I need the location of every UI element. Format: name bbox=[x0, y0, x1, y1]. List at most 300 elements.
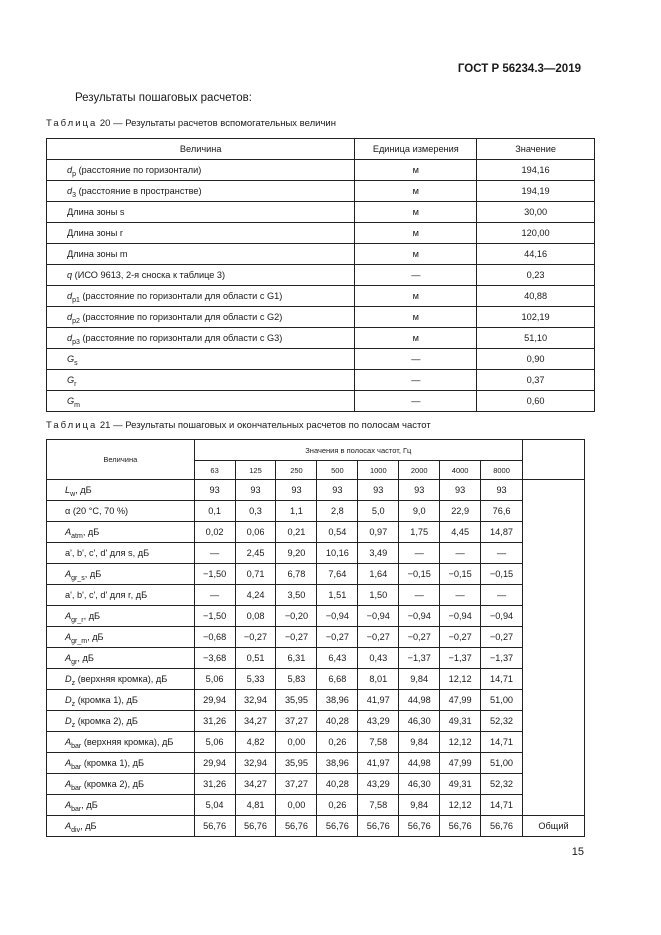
value-cell: −0,94 bbox=[440, 606, 481, 627]
quantity-subscript: gr_m bbox=[71, 638, 88, 645]
quantity-subscript: 3 bbox=[72, 192, 77, 199]
table-row bbox=[47, 669, 585, 690]
value-cell: 35,95 bbox=[276, 753, 317, 774]
value-cell: 9,84 bbox=[399, 732, 440, 753]
value-cell: 2,8 bbox=[317, 501, 358, 522]
value-cell: 1,51 bbox=[317, 585, 358, 606]
quantity-symbol: G bbox=[67, 396, 75, 406]
quantity-subscript: div bbox=[71, 827, 81, 834]
quantity-subscript: z bbox=[71, 722, 76, 729]
value-cell: 8,01 bbox=[358, 669, 399, 690]
table-row bbox=[47, 391, 595, 412]
value-cell: 5,06 bbox=[194, 669, 235, 690]
value-cell: 0,51 bbox=[235, 648, 276, 669]
quantity-symbol: D bbox=[65, 695, 72, 705]
quantity-text: , дБ bbox=[77, 653, 94, 663]
value-cell: 9,84 bbox=[399, 795, 440, 816]
value-cell: 1,64 bbox=[358, 564, 399, 585]
table-row bbox=[47, 690, 585, 711]
value-cell: 93 bbox=[481, 480, 523, 501]
value-cell: 76,6 bbox=[481, 501, 523, 522]
value-cell: 5,33 bbox=[235, 669, 276, 690]
unit-cell: — bbox=[355, 349, 477, 370]
quantity-symbol: d bbox=[67, 165, 73, 175]
value-cell: 41,97 bbox=[358, 690, 399, 711]
value-cell: 6,68 bbox=[317, 669, 358, 690]
quantity-text: (верхняя кромка), дБ bbox=[81, 737, 174, 747]
frequency-header: 500 bbox=[317, 461, 358, 480]
value-cell: 56,76 bbox=[194, 816, 235, 837]
value-cell: 0,37 bbox=[477, 370, 595, 391]
value-cell: 43,29 bbox=[358, 774, 399, 795]
value-cell: −0,94 bbox=[399, 606, 440, 627]
table-row bbox=[47, 501, 585, 522]
value-cell: 14,71 bbox=[481, 795, 523, 816]
quantity-symbol: G bbox=[67, 354, 75, 364]
table21-caption bbox=[46, 420, 431, 431]
value-cell: 120,00 bbox=[477, 223, 595, 244]
value-cell: 9,20 bbox=[276, 543, 317, 564]
value-cell: — bbox=[399, 585, 440, 606]
quantity-cell bbox=[47, 564, 195, 585]
value-cell: 93 bbox=[276, 480, 317, 501]
value-cell: 51,00 bbox=[481, 753, 523, 774]
quantity-subscript: s bbox=[74, 360, 78, 367]
quantity-cell bbox=[47, 585, 195, 606]
quantity-symbol: A bbox=[65, 527, 72, 537]
value-cell: 6,43 bbox=[317, 648, 358, 669]
quantity-cell bbox=[47, 349, 355, 370]
value-cell: −0,94 bbox=[317, 606, 358, 627]
value-cell: −0,15 bbox=[399, 564, 440, 585]
value-cell: 29,94 bbox=[194, 753, 235, 774]
table21-label: Таблица bbox=[46, 420, 98, 431]
unit-cell: м bbox=[355, 307, 477, 328]
value-cell: 0,26 bbox=[317, 732, 358, 753]
table20-caption-text: 20 — Результаты расчетов вспомогательных величин bbox=[99, 118, 336, 129]
value-cell: −0,15 bbox=[481, 564, 523, 585]
quantity-cell bbox=[47, 202, 355, 223]
page-number: 15 bbox=[571, 846, 584, 858]
value-cell: −0,27 bbox=[358, 627, 399, 648]
quantity-symbol: G bbox=[67, 375, 75, 385]
quantity-subscript: w bbox=[70, 491, 76, 498]
value-cell: 47,99 bbox=[440, 753, 481, 774]
quantity-symbol: A bbox=[65, 758, 72, 768]
quantity-cell bbox=[47, 732, 195, 753]
value-cell: −0,27 bbox=[440, 627, 481, 648]
quantity-symbol: A bbox=[65, 737, 72, 747]
value-cell: 52,32 bbox=[481, 711, 523, 732]
value-cell: −0,20 bbox=[276, 606, 317, 627]
frequency-header: 125 bbox=[235, 461, 276, 480]
quantity-text: a', b', c', d' для r, дБ bbox=[65, 590, 148, 600]
value-cell: 7,58 bbox=[358, 795, 399, 816]
frequency-header: 1000 bbox=[358, 461, 399, 480]
value-cell: 4,45 bbox=[440, 522, 481, 543]
frequency-header: 8000 bbox=[481, 461, 523, 480]
value-cell: 0,90 bbox=[477, 349, 595, 370]
section-title: Результаты пошаговых расчетов: bbox=[75, 92, 252, 104]
quantity-cell bbox=[47, 753, 195, 774]
quantity-subscript: p2 bbox=[72, 318, 80, 325]
value-cell: 31,26 bbox=[194, 711, 235, 732]
value-cell: 56,76 bbox=[317, 816, 358, 837]
quantity-cell bbox=[47, 543, 195, 564]
table-row bbox=[47, 265, 595, 286]
quantity-subscript: gr_r bbox=[71, 617, 84, 624]
value-cell: 32,94 bbox=[235, 690, 276, 711]
quantity-symbol: A bbox=[65, 569, 72, 579]
value-cell: 9,84 bbox=[399, 669, 440, 690]
value-cell: −0,27 bbox=[235, 627, 276, 648]
quantity-cell bbox=[47, 265, 355, 286]
table-row bbox=[47, 349, 595, 370]
value-cell: 0,26 bbox=[317, 795, 358, 816]
quantity-symbol: d bbox=[67, 186, 73, 196]
value-cell: 1,1 bbox=[276, 501, 317, 522]
quantity-subscript: p3 bbox=[72, 339, 80, 346]
table-row bbox=[47, 816, 585, 837]
quantity-cell bbox=[47, 816, 195, 837]
quantity-text: (расстояние в пространстве) bbox=[76, 186, 202, 196]
quantity-symbol: d bbox=[67, 291, 73, 301]
table-20 bbox=[46, 138, 595, 412]
quantity-symbol: A bbox=[65, 779, 72, 789]
value-cell: 35,95 bbox=[276, 690, 317, 711]
quantity-symbol: d bbox=[67, 312, 73, 322]
value-cell: 0,08 bbox=[235, 606, 276, 627]
value-cell: 34,27 bbox=[235, 711, 276, 732]
quantity-subscript: p1 bbox=[72, 297, 80, 304]
table-row bbox=[47, 223, 595, 244]
quantity-symbol: A bbox=[65, 632, 72, 642]
value-cell: 1,75 bbox=[399, 522, 440, 543]
table21-caption-text: 21 — Результаты пошаговых и окончательных расчетов по полосам частот bbox=[99, 420, 431, 431]
quantity-cell bbox=[47, 690, 195, 711]
value-cell: 14,71 bbox=[481, 669, 523, 690]
quantity-cell bbox=[47, 244, 355, 265]
value-cell: 29,94 bbox=[194, 690, 235, 711]
quantity-cell bbox=[47, 223, 355, 244]
value-cell: 3,50 bbox=[276, 585, 317, 606]
value-cell: 0,60 bbox=[477, 391, 595, 412]
table21-col-group: Значения в полосах частот, Гц bbox=[194, 440, 522, 461]
quantity-subscript: atm bbox=[71, 533, 83, 540]
quantity-text: , дБ bbox=[81, 800, 98, 810]
quantity-text: , дБ bbox=[82, 527, 100, 537]
table-row bbox=[47, 328, 595, 349]
quantity-text: (кромка 2), дБ bbox=[75, 716, 138, 726]
quantity-symbol: q bbox=[67, 270, 73, 280]
table-row bbox=[47, 585, 585, 606]
quantity-symbol: D bbox=[65, 674, 72, 684]
quantity-text: a', b', c', d' для s, дБ bbox=[65, 548, 150, 558]
unit-cell: м bbox=[355, 286, 477, 307]
quantity-text: (кромка 1), дБ bbox=[81, 758, 144, 768]
value-cell: 37,27 bbox=[276, 711, 317, 732]
table20-caption bbox=[46, 118, 336, 129]
value-cell: 93 bbox=[235, 480, 276, 501]
unit-cell: м bbox=[355, 244, 477, 265]
value-cell: −3,68 bbox=[194, 648, 235, 669]
quantity-subscript: m bbox=[74, 402, 80, 409]
quantity-text: , дБ bbox=[87, 632, 104, 642]
quantity-cell bbox=[47, 370, 355, 391]
value-cell: 93 bbox=[317, 480, 358, 501]
quantity-text: , дБ bbox=[83, 611, 101, 621]
value-cell: 0,23 bbox=[477, 265, 595, 286]
value-cell: 56,76 bbox=[440, 816, 481, 837]
table-row bbox=[47, 627, 585, 648]
value-cell: — bbox=[481, 543, 523, 564]
value-cell: −0,94 bbox=[481, 606, 523, 627]
quantity-cell bbox=[47, 795, 195, 816]
value-cell: 56,76 bbox=[358, 816, 399, 837]
frequency-header: 2000 bbox=[399, 461, 440, 480]
table-row bbox=[47, 543, 585, 564]
value-cell: 46,30 bbox=[399, 774, 440, 795]
quantity-text: (кромка 1), дБ bbox=[75, 695, 138, 705]
value-cell: 12,12 bbox=[440, 795, 481, 816]
table-row bbox=[47, 564, 585, 585]
quantity-cell bbox=[47, 307, 355, 328]
quantity-text: (расстояние по горизонтали) bbox=[76, 165, 202, 175]
table-row bbox=[47, 202, 595, 223]
quantity-text: , дБ bbox=[80, 821, 97, 831]
value-cell: 56,76 bbox=[276, 816, 317, 837]
value-cell: — bbox=[399, 543, 440, 564]
value-cell: 0,97 bbox=[358, 522, 399, 543]
table21-header-row bbox=[47, 440, 585, 461]
value-cell: 32,94 bbox=[235, 753, 276, 774]
table-row bbox=[47, 711, 585, 732]
quantity-subscript: r bbox=[74, 381, 77, 388]
frequency-header: 63 bbox=[194, 461, 235, 480]
table20-col-quantity: Величина bbox=[47, 139, 355, 160]
value-cell: 102,19 bbox=[477, 307, 595, 328]
value-cell: 10,16 bbox=[317, 543, 358, 564]
quantity-cell bbox=[47, 480, 195, 501]
table20-header-row bbox=[47, 139, 595, 160]
value-cell: 5,06 bbox=[194, 732, 235, 753]
value-cell: 51,00 bbox=[481, 690, 523, 711]
value-cell: 6,78 bbox=[276, 564, 317, 585]
value-cell: 0,00 bbox=[276, 795, 317, 816]
value-cell: −0,94 bbox=[358, 606, 399, 627]
quantity-subscript: z bbox=[71, 701, 76, 708]
value-cell: −1,50 bbox=[194, 564, 235, 585]
value-cell: 12,12 bbox=[440, 669, 481, 690]
value-cell: 3,49 bbox=[358, 543, 399, 564]
table-row bbox=[47, 732, 585, 753]
value-cell: 44,98 bbox=[399, 753, 440, 774]
quantity-text: , дБ bbox=[84, 569, 102, 579]
table20-label: Таблица bbox=[46, 118, 98, 129]
value-cell: 93 bbox=[440, 480, 481, 501]
quantity-symbol: A bbox=[65, 611, 72, 621]
total-label-cell: Общий bbox=[523, 816, 585, 837]
quantity-cell bbox=[47, 328, 355, 349]
table-row bbox=[47, 244, 595, 265]
value-cell: 43,29 bbox=[358, 711, 399, 732]
quantity-cell bbox=[47, 286, 355, 307]
value-cell: 4,82 bbox=[235, 732, 276, 753]
value-cell: 34,27 bbox=[235, 774, 276, 795]
value-cell: 44,98 bbox=[399, 690, 440, 711]
value-cell: 56,76 bbox=[235, 816, 276, 837]
value-cell: 0,43 bbox=[358, 648, 399, 669]
unit-cell: м bbox=[355, 202, 477, 223]
table21-col-quantity: Величина bbox=[47, 440, 195, 480]
value-cell: 6,31 bbox=[276, 648, 317, 669]
quantity-text: (расстояние по горизонтали для области с G3) bbox=[79, 333, 283, 343]
unit-cell: м bbox=[355, 223, 477, 244]
quantity-text: (расстояние по горизонтали для области с G2) bbox=[79, 312, 283, 322]
standard-number: ГОСТ Р 56234.3—2019 bbox=[457, 63, 581, 75]
value-cell: 22,9 bbox=[440, 501, 481, 522]
value-cell: 30,00 bbox=[477, 202, 595, 223]
unit-cell: — bbox=[355, 265, 477, 286]
table20-col-unit: Единица измерения bbox=[355, 139, 477, 160]
quantity-cell bbox=[47, 627, 195, 648]
value-cell: 46,30 bbox=[399, 711, 440, 732]
quantity-cell bbox=[47, 711, 195, 732]
quantity-symbol: A bbox=[65, 800, 72, 810]
value-cell: −0,27 bbox=[317, 627, 358, 648]
quantity-cell bbox=[47, 160, 355, 181]
quantity-symbol: L bbox=[65, 485, 71, 495]
quantity-subscript: gr bbox=[71, 659, 78, 666]
quantity-cell bbox=[47, 606, 195, 627]
value-cell: 5,0 bbox=[358, 501, 399, 522]
quantity-text: (ИСО 9613, 2-я сноска к таблице 3) bbox=[72, 270, 226, 280]
value-cell: −0,27 bbox=[399, 627, 440, 648]
table-row bbox=[47, 753, 585, 774]
value-cell: 12,12 bbox=[440, 732, 481, 753]
value-cell: 9,0 bbox=[399, 501, 440, 522]
quantity-cell bbox=[47, 669, 195, 690]
value-cell: 44,16 bbox=[477, 244, 595, 265]
unit-cell: — bbox=[355, 370, 477, 391]
value-cell: 93 bbox=[399, 480, 440, 501]
value-cell: 0,3 bbox=[235, 501, 276, 522]
quantity-subscript: bar bbox=[71, 743, 82, 750]
table-row bbox=[47, 606, 585, 627]
value-cell: −1,37 bbox=[399, 648, 440, 669]
value-cell: −0,68 bbox=[194, 627, 235, 648]
value-cell: 14,71 bbox=[481, 732, 523, 753]
value-cell: 0,1 bbox=[194, 501, 235, 522]
value-cell: — bbox=[194, 543, 235, 564]
unit-cell: — bbox=[355, 391, 477, 412]
table-21 bbox=[46, 439, 585, 837]
table-row bbox=[47, 370, 595, 391]
quantity-subscript: bar bbox=[71, 785, 82, 792]
table-row bbox=[47, 648, 585, 669]
value-cell: 31,26 bbox=[194, 774, 235, 795]
value-cell: 7,64 bbox=[317, 564, 358, 585]
quantity-text: Длина зоны m bbox=[67, 249, 128, 259]
quantity-text: (кромка 2), дБ bbox=[81, 779, 144, 789]
value-cell: 4,81 bbox=[235, 795, 276, 816]
value-cell: 0,02 bbox=[194, 522, 235, 543]
value-cell: 40,28 bbox=[317, 774, 358, 795]
value-cell: −1,37 bbox=[440, 648, 481, 669]
value-cell: 0,06 bbox=[235, 522, 276, 543]
value-cell: 5,83 bbox=[276, 669, 317, 690]
unit-cell: м bbox=[355, 160, 477, 181]
quantity-symbol: A bbox=[65, 653, 72, 663]
quantity-subscript: z bbox=[71, 680, 76, 687]
value-cell: 1,50 bbox=[358, 585, 399, 606]
value-cell: 56,76 bbox=[481, 816, 523, 837]
value-cell: 0,00 bbox=[276, 732, 317, 753]
quantity-symbol: A bbox=[65, 821, 72, 831]
quantity-text: , дБ bbox=[75, 485, 92, 495]
quantity-subscript: bar bbox=[71, 806, 82, 813]
value-cell: 41,97 bbox=[358, 753, 399, 774]
value-cell: 49,31 bbox=[440, 774, 481, 795]
value-cell: 194,16 bbox=[477, 160, 595, 181]
quantity-subscript: bar bbox=[71, 764, 82, 771]
quantity-symbol: d bbox=[67, 333, 73, 343]
value-cell: 49,31 bbox=[440, 711, 481, 732]
table-row bbox=[47, 480, 585, 501]
value-cell: — bbox=[481, 585, 523, 606]
table-row bbox=[47, 307, 595, 328]
value-cell: 14,87 bbox=[481, 522, 523, 543]
quantity-cell bbox=[47, 774, 195, 795]
table-row bbox=[47, 160, 595, 181]
frequency-header: 4000 bbox=[440, 461, 481, 480]
quantity-cell bbox=[47, 181, 355, 202]
quantity-text: Длина зоны s bbox=[67, 207, 125, 217]
value-cell: 52,32 bbox=[481, 774, 523, 795]
value-cell: — bbox=[440, 585, 481, 606]
value-cell: 194,19 bbox=[477, 181, 595, 202]
value-cell: −1,37 bbox=[481, 648, 523, 669]
value-cell: 93 bbox=[194, 480, 235, 501]
value-cell: 40,88 bbox=[477, 286, 595, 307]
quantity-subscript: p bbox=[72, 171, 77, 178]
value-cell: −0,27 bbox=[276, 627, 317, 648]
table-row bbox=[47, 181, 595, 202]
table-row bbox=[47, 774, 585, 795]
quantity-text: (верхняя кромка), дБ bbox=[75, 674, 168, 684]
quantity-cell bbox=[47, 391, 355, 412]
value-cell: 93 bbox=[358, 480, 399, 501]
value-cell: — bbox=[194, 585, 235, 606]
extra-cell bbox=[523, 480, 585, 816]
value-cell: 56,76 bbox=[399, 816, 440, 837]
quantity-subscript: gr_s bbox=[71, 575, 85, 582]
table-row bbox=[47, 795, 585, 816]
quantity-cell bbox=[47, 648, 195, 669]
value-cell: 51,10 bbox=[477, 328, 595, 349]
value-cell: 37,27 bbox=[276, 774, 317, 795]
quantity-symbol: D bbox=[65, 716, 72, 726]
quantity-text: Длина зоны r bbox=[67, 228, 123, 238]
quantity-text: (расстояние по горизонтали для области с G1) bbox=[79, 291, 283, 301]
value-cell: 4,24 bbox=[235, 585, 276, 606]
value-cell: −1,50 bbox=[194, 606, 235, 627]
unit-cell: м bbox=[355, 181, 477, 202]
quantity-cell bbox=[47, 501, 195, 522]
value-cell: — bbox=[440, 543, 481, 564]
quantity-cell bbox=[47, 522, 195, 543]
frequency-header: 250 bbox=[276, 461, 317, 480]
